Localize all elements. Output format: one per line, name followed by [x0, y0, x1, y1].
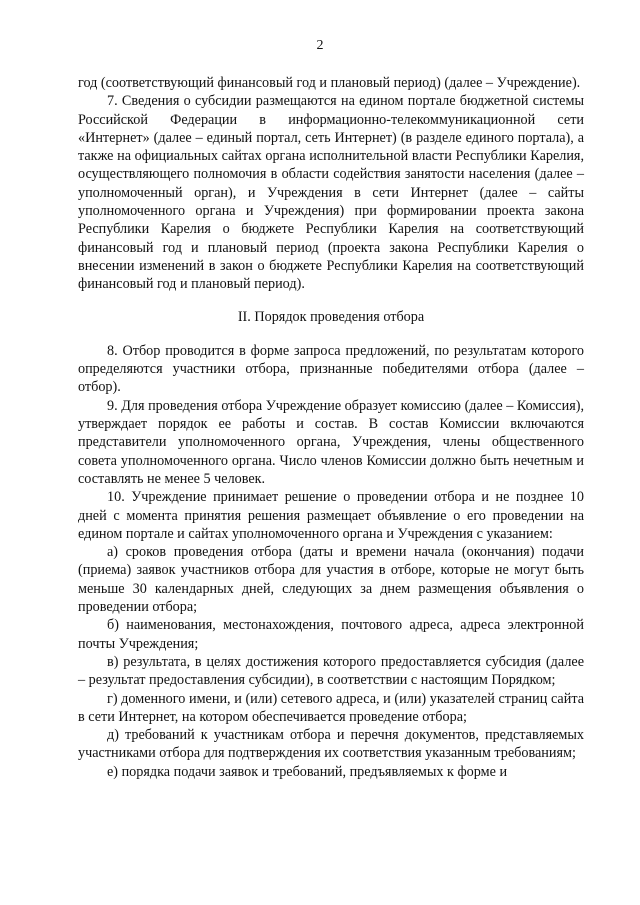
list-item-v: в) результата, в целях достижения которого предоставляется субсидия (далее – результат предоставления субсидии), в соответствии с настоящим Порядком; — [78, 653, 584, 689]
paragraph-10: 10. Учреждение принимает решение о проведении отбора и не позднее 10 дней с момента принятия решения размещает объявление о его проведении на едином портале и сайтах уполномоченного органа и Учреждения с указанием: — [78, 489, 584, 542]
list-item-b: б) наименования, местонахождения, почтового адреса, адреса электронной почты Учреждения; — [78, 617, 584, 652]
paragraph-8: 8. Отбор проводится в форме запроса предложений, по результатам которого определяются участники отбора, признанные победителями отбора (далее – отбор). — [78, 342, 584, 396]
page-number: 2 — [316, 38, 324, 53]
paragraph-9: 9. Для проведения отбора Учреждение образует комиссию (далее – Комиссия), утверждает порядок ее работы и состав. В состав Комиссии включаются представители уполномоченного органа, Учреждения, члены общественного совета уполномоченного органа. Число членов Комиссии должно быть нечетным и составлять не менее 5 человек. — [78, 397, 584, 487]
document-body — [78, 74, 584, 781]
paragraph-continuation: год (соответствующий финансовый год и плановый период) (далее – Учреждение). — [78, 75, 581, 91]
list-item-a: а) сроков проведения отбора (даты и времени начала (окончания) подачи (приема) заявок участников отбора для участия в отборе, которые не могут быть меньше 30 календарных дней, следующих за днем размещения объявления о проведении отбора; — [78, 544, 584, 616]
list-item-e: е) порядка подачи заявок и требований, предъявляемых к форме и — [107, 763, 508, 780]
list-item-d: д) требований к участникам отбора и перечня документов, представляемых участниками отбора для подтверждения их соответствия указанным требованиям; — [78, 727, 584, 762]
paragraph-7: 7. Сведения о субсидии размещаются на едином портале бюджетной системы Российской Федерации в информационно-телекоммуникационной сети «Интернет» (далее – единый портал, сеть Интернет) (в разделе единого портала), а также на официальных сайтах органа исполнительной власти Республики Карелия, осуществляющего полномочия в области содействия занятости населения (далее – уполномоченный орган), и Учреждения в сети Интернет (далее – сайты уполномоченного органа и Учреждения) при формировании проекта закона Республики Карелия о бюджете Республики Карелия на соответствующий финансовый год и плановый период (проекта закона Республики Карелия о внесении изменений в закон о бюджете Республики Карелия на соответствующий финансовый год и плановый период). — [78, 93, 584, 293]
section-heading: II. Порядок проведения отбора — [237, 308, 425, 325]
list-item-g: г) доменного имени, и (или) сетевого адреса, и (или) указателей страниц сайта в сети Интернет, на котором обеспечивается проведение отбора; — [78, 690, 584, 725]
